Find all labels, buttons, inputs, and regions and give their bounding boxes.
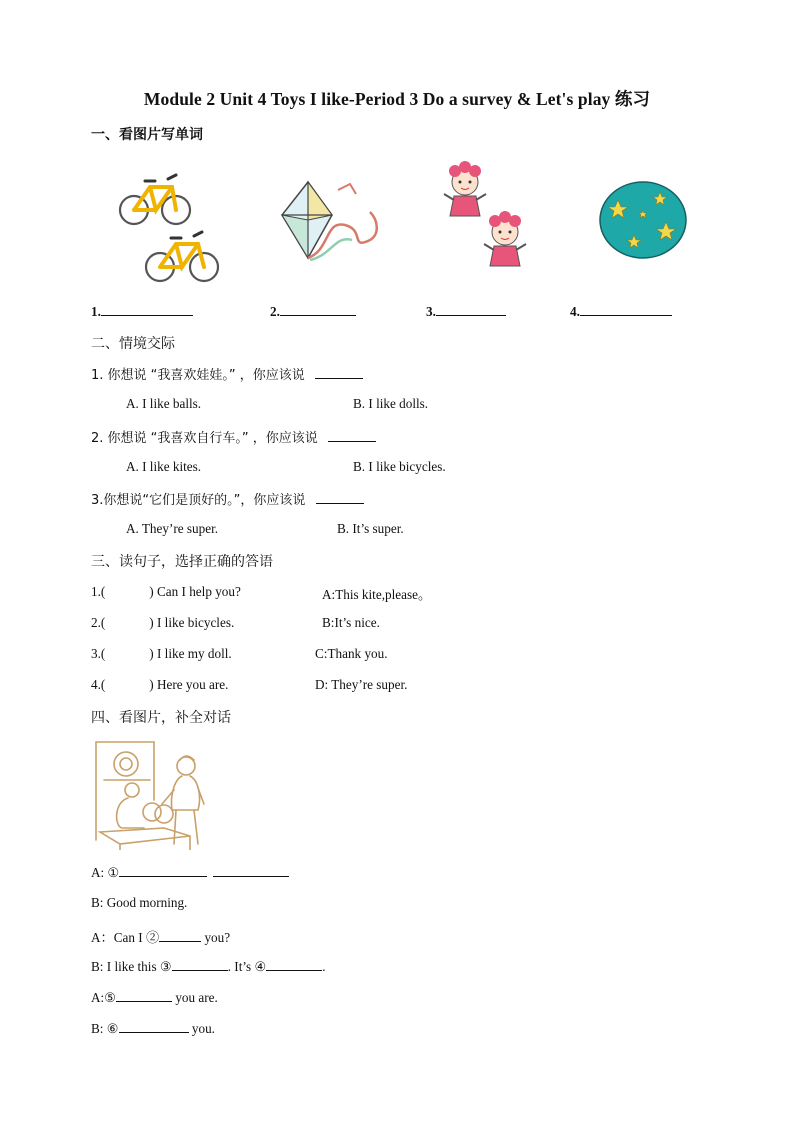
blank-6[interactable] <box>119 1020 189 1033</box>
question-3-blank[interactable] <box>316 491 364 504</box>
s3-ans-c: C:Thank you. <box>315 646 388 661</box>
kite-image <box>270 180 385 265</box>
s3-row-1: 1.( ) Can I help you? <box>91 584 241 599</box>
answer-3: 3. <box>426 303 506 320</box>
answer-4: 4. <box>570 303 672 320</box>
s3-ans-d: D: They’re super. <box>315 677 408 692</box>
question-1-blank[interactable] <box>315 366 363 379</box>
dialog-line-3: A：Can I ② you? <box>91 930 231 945</box>
section4-heading: 四、看图片，补全对话 <box>91 710 231 726</box>
dialog-line-1: A: ① <box>91 864 289 881</box>
q3-option-b[interactable]: B. It’s super. <box>337 521 404 536</box>
blank-1b[interactable] <box>213 864 289 877</box>
q3-option-a[interactable]: A. They’re super. <box>126 521 219 536</box>
section2-heading: 二、情境交际 <box>91 336 175 352</box>
blank-2[interactable] <box>159 929 201 942</box>
shop-sketch-image <box>94 740 218 850</box>
dolls-image <box>440 160 535 272</box>
s3-row-2: 2.( ) I like bicycles. <box>91 615 235 630</box>
blank-4[interactable] <box>266 958 322 971</box>
answer-2: 2. <box>270 303 356 320</box>
dialog-line-5: A:⑤ you are. <box>91 990 218 1005</box>
dialog-line-2: B: Good morning. <box>91 895 188 910</box>
page-title: Module 2 Unit 4 Toys I like-Period 3 Do a survey & Let's play 练习 <box>143 89 651 109</box>
section1-heading: 一、看图片写单词 <box>91 127 203 143</box>
q1-option-a[interactable]: A. I like balls. <box>126 396 202 411</box>
bicycles-image <box>112 165 227 290</box>
s3-ans-b: B:It’s nice. <box>322 615 380 630</box>
question-2-blank[interactable] <box>328 429 376 442</box>
q1-option-b[interactable]: B. I like dolls. <box>353 396 429 411</box>
s3-ans-a: A:This kite,please。 <box>322 587 432 602</box>
ball-image <box>598 180 690 262</box>
answer-4-blank[interactable] <box>580 303 672 316</box>
blank-3[interactable] <box>172 958 228 971</box>
answer-1: 1. <box>91 303 193 320</box>
section3-heading: 三、读句子，选择正确的答语 <box>91 554 273 570</box>
question-2: 2. 你想说 “我喜欢自行车。” ，你应该说 <box>91 427 376 446</box>
dialog-line-6: B: ⑥ you. <box>91 1021 215 1036</box>
answer-3-blank[interactable] <box>436 303 506 316</box>
s3-row-4: 4.( ) Here you are. <box>91 677 229 692</box>
s3-row-3: 3.( ) I like my doll. <box>91 646 232 661</box>
q2-option-b[interactable]: B. I like bicycles. <box>353 459 446 474</box>
q2-option-a[interactable]: A. I like kites. <box>126 459 202 474</box>
question-3: 3.你想说“它们是顶好的。”，你应该说 <box>91 489 364 508</box>
question-1: 1. 你想说 “我喜欢娃娃。” ，你应该说 <box>91 364 363 383</box>
blank-1a[interactable] <box>119 864 207 877</box>
answer-2-blank[interactable] <box>280 303 356 316</box>
dialog-line-4: B: I like this ③ . It’s ④ . <box>91 959 326 974</box>
answer-1-blank[interactable] <box>101 303 193 316</box>
blank-5[interactable] <box>116 989 172 1002</box>
